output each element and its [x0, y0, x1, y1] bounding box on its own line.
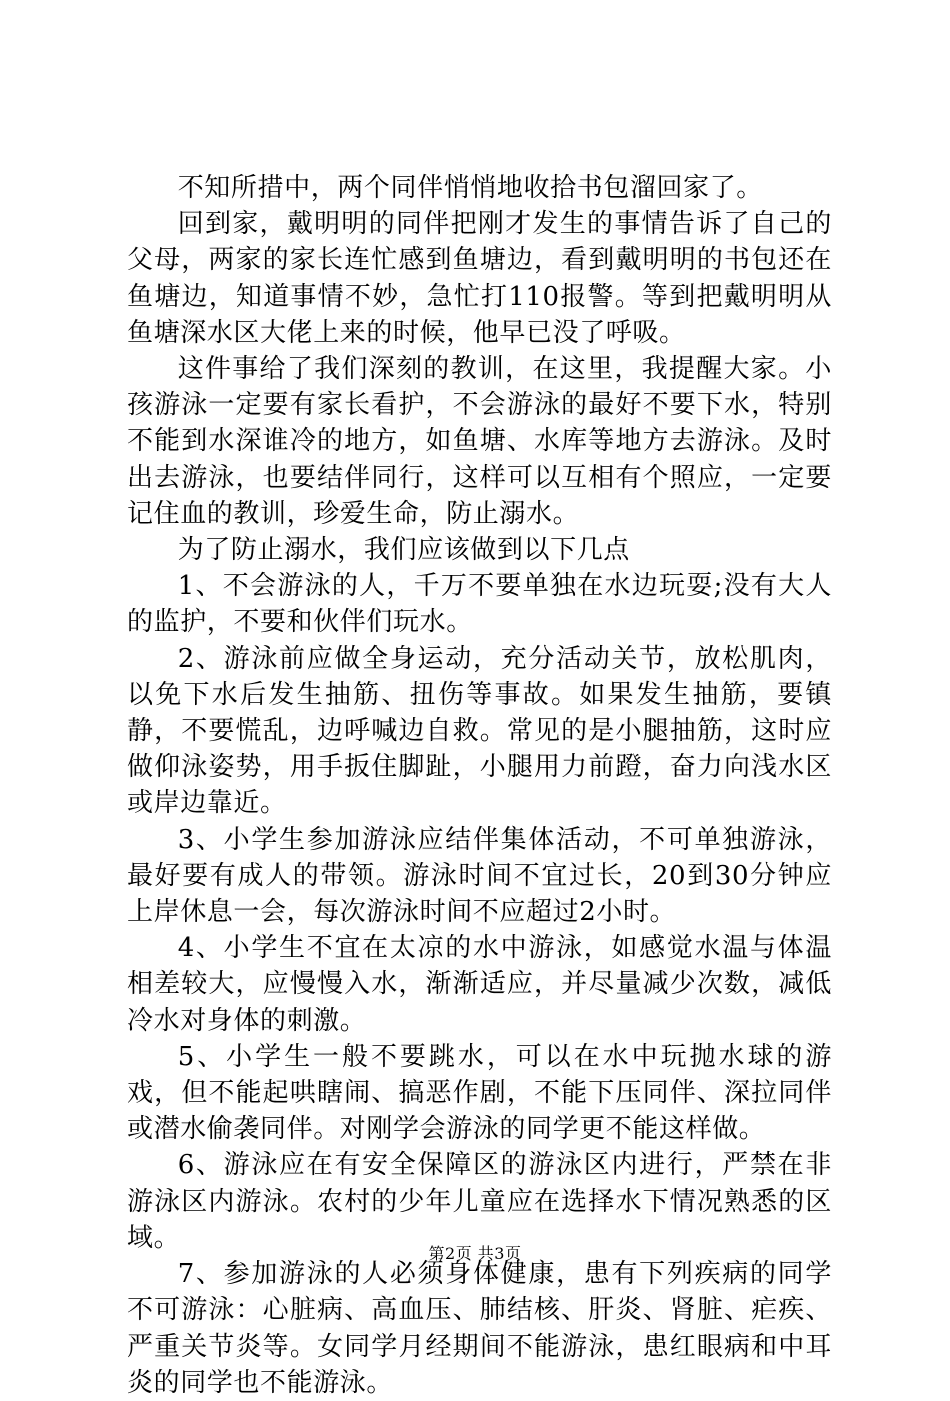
page-footer [0, 1244, 950, 1264]
list-item: 4、小学生不宜在太凉的水中游泳，如感觉水温与体温相差较大，应慢慢入水，渐渐适应，并尽量减少次数，减低冷水对身体的刺激。 [127, 933, 832, 1036]
paragraph: 不知所措中，两个同伴悄悄地收拾书包溜回家了。 [177, 173, 763, 203]
paragraph: 回到家，戴明明的同伴把刚才发生的事情告诉了自己的父母，两家的家长连忙感到鱼塘边，看到戴明明的书包还在鱼塘边，知道事情不妙，急忙打110报警。等到把戴明明从鱼塘深水区大佬上来的时候，他早已没了呼吸。 [127, 209, 832, 348]
list-item: 2、游泳前应做全身运动，充分活动关节，放松肌肉，以免下水后发生抽筋、扭伤等事故。如果发生抽筋，要镇静，不要慌乱，边呼喊边自救。常见的是小腿抽筋，这时应做仰泳姿势，用手扳住脚趾，小腿用力前蹬，奋力向浅水区或岸边靠近。 [127, 643, 832, 819]
document-body [127, 170, 832, 1401]
list-item: 3、小学生参加游泳应结伴集体活动，不可单独游泳，最好要有成人的带领。游泳时间不宜过长，20到30分钟应上岸休息一会，每次游泳时间不应超过2小时。 [127, 824, 832, 928]
paragraph: 这件事给了我们深刻的教训，在这里，我提醒大家。小孩游泳一定要有家长看护，不会游泳的最好不要下水，特别不能到水深谁冷的地方，如鱼塘、水库等地方去游泳。及时出去游泳，也要结伴同行，这样可以互相有个照应，一定要记住血的教训，珍爱生命，防止溺水。 [127, 354, 832, 529]
list-item: 7、参加游泳的人必须身体健康，患有下列疾病的同学不可游泳：心脏病、高血压、肺结核、肝炎、肾脏、疟疾、严重关节炎等。女同学月经期间不能游泳，患红眼病和中耳炎的同学也不能游泳。 [127, 1259, 832, 1398]
paragraph: 为了防止溺水，我们应该做到以下几点 [177, 535, 630, 566]
list-item: 5、小学生一般不要跳水，可以在水中玩抛水球的游戏，但不能起哄瞎闹、搞恶作剧，不能下压同伴、深拉同伴或潜水偷袭同伴。对刚学会游泳的同学更不能这样做。 [127, 1041, 832, 1145]
page-number: 第2页 共3页 [428, 1244, 522, 1263]
list-item: 1、不会游泳的人，千万不要单独在水边玩耍;没有大人的监护，不要和伙伴们玩水。 [127, 571, 832, 638]
list-item: 6、游泳应在有安全保障区的游泳区内进行，严禁在非游泳区内游泳。农村的少年儿童应在选择水下情况熟悉的区域。 [127, 1150, 832, 1253]
